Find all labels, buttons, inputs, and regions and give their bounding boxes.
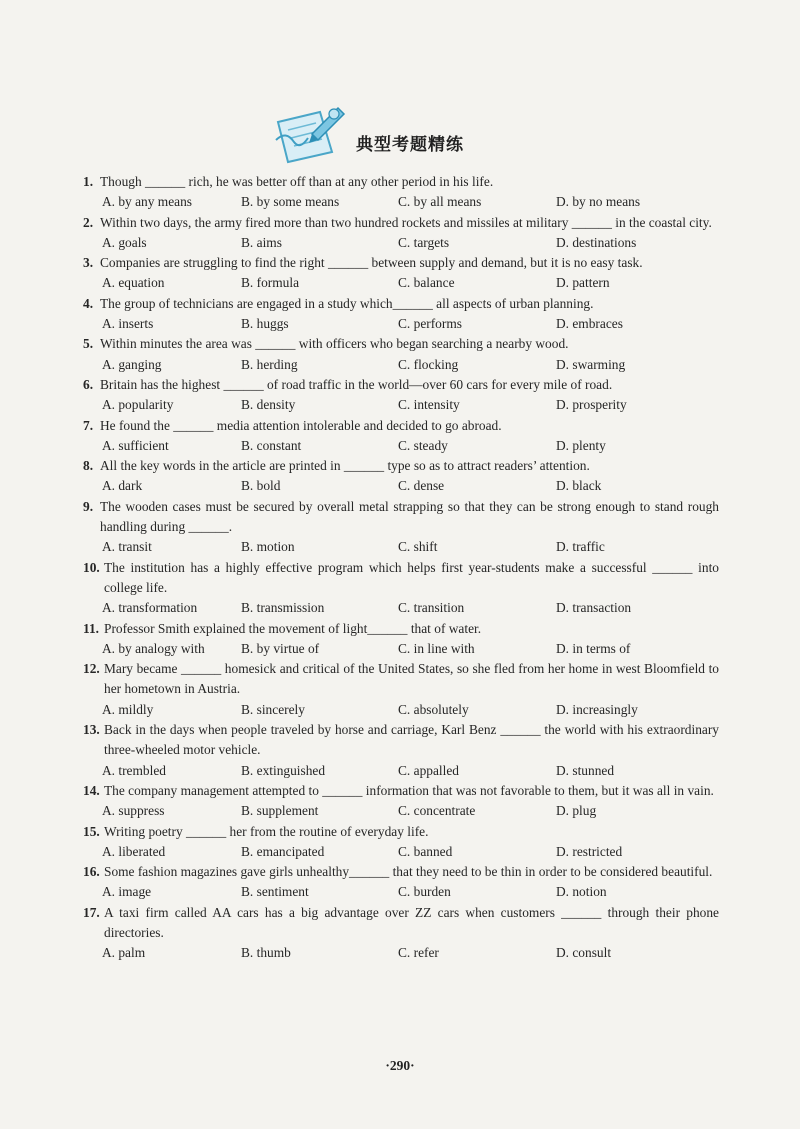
question-stem <box>83 456 719 476</box>
question-text: Professor Smith explained the movement of light______ that of water. <box>104 620 482 636</box>
question-text: The wooden cases must be secured by overall metal strapping so that they can be strong enough to stand rough handling during ______. <box>100 498 719 535</box>
answer-option[interactable]: B. density <box>241 397 296 413</box>
question-number: 2. <box>83 214 94 230</box>
answer-option[interactable]: A. by analogy with <box>102 640 205 656</box>
question-number: 3. <box>83 255 94 271</box>
question-item <box>83 822 719 863</box>
answer-options <box>83 761 719 781</box>
answer-option[interactable]: B. aims <box>241 234 282 250</box>
question-text: Within minutes the area was ______ with officers who began searching a nearby wood. <box>100 336 569 352</box>
answer-option[interactable]: C. balance <box>398 275 455 291</box>
answer-option[interactable]: B. thumb <box>241 945 291 961</box>
answer-option[interactable]: D. in terms of <box>556 640 631 656</box>
question-item <box>83 720 719 781</box>
question-number: 5. <box>83 336 94 352</box>
pencil-paper-icon <box>272 100 350 166</box>
answer-option[interactable]: D. embraces <box>556 316 623 332</box>
question-stem <box>83 416 719 436</box>
question-number: 10. <box>83 559 100 575</box>
answer-options <box>83 436 719 456</box>
question-number: 14. <box>83 782 100 798</box>
answer-option[interactable]: A. inserts <box>102 316 154 332</box>
question-item <box>83 558 719 619</box>
question-number: 1. <box>83 174 94 189</box>
answer-option[interactable]: D. pattern <box>556 275 610 291</box>
answer-option[interactable]: C. performs <box>398 316 462 332</box>
answer-options <box>83 355 719 375</box>
question-number: 7. <box>83 417 94 433</box>
answer-option[interactable]: A. ganging <box>102 356 162 372</box>
answer-option[interactable]: C. steady <box>398 437 448 453</box>
question-number: 8. <box>83 458 94 474</box>
question-item <box>83 253 719 294</box>
answer-options <box>83 192 719 212</box>
answer-option[interactable]: C. refer <box>398 945 439 961</box>
question-number: 9. <box>83 498 94 514</box>
answer-option[interactable]: C. intensity <box>398 397 460 413</box>
answer-options <box>83 943 719 963</box>
question-item <box>83 416 719 457</box>
question-text: Companies are struggling to find the right ______ between supply and demand, but it is no easy task. <box>100 255 643 271</box>
question-stem <box>83 497 719 538</box>
question-stem <box>83 659 719 700</box>
question-text: The institution has a highly effective program which helps first year-students make a successful ______ into college life. <box>104 559 719 595</box>
question-stem <box>83 294 719 314</box>
answer-option[interactable]: A. transformation <box>102 600 198 616</box>
question-stem <box>83 781 719 801</box>
question-text: The company management attempted to ______ information that was not favorable to them, but it was all in vain. <box>104 782 714 798</box>
answer-option[interactable]: D. destinations <box>556 234 637 250</box>
answer-option[interactable]: D. prosperity <box>556 397 627 413</box>
answer-options <box>83 639 719 659</box>
answer-option[interactable]: A. image <box>102 884 152 900</box>
question-item <box>83 903 719 964</box>
answer-option[interactable]: A. transit <box>102 539 152 555</box>
question-item <box>83 619 719 660</box>
answer-options <box>83 801 719 821</box>
answer-option[interactable]: A. popularity <box>102 397 174 413</box>
answer-option[interactable]: A. sufficient <box>102 437 169 453</box>
question-item <box>83 781 719 822</box>
answer-option[interactable]: B. motion <box>241 539 295 555</box>
answer-option[interactable]: A. equation <box>102 275 165 291</box>
question-number: 6. <box>83 376 94 392</box>
question-stem <box>83 172 719 192</box>
question-item <box>83 172 719 213</box>
answer-options <box>83 882 719 902</box>
question-text: A taxi firm called AA cars has a big advantage over ZZ cars when customers ______ through their phone directories. <box>104 904 719 940</box>
question-list <box>83 172 719 964</box>
question-number: 11. <box>83 620 99 636</box>
question-stem <box>83 720 719 761</box>
answer-option[interactable]: A. goals <box>102 234 147 250</box>
page-number: ·290· <box>385 1058 415 1073</box>
question-text: Though ______ rich, he was better off than at any other period in his life. <box>100 174 494 189</box>
answer-option[interactable]: B. by virtue of <box>241 640 320 656</box>
answer-option[interactable]: D. transaction <box>556 600 632 616</box>
question-stem <box>83 253 719 273</box>
answer-option[interactable]: B. constant <box>241 437 302 453</box>
answer-option[interactable]: D. notion <box>556 884 607 900</box>
answer-option[interactable]: D. black <box>556 478 602 494</box>
answer-options <box>83 537 719 557</box>
question-item <box>83 213 719 254</box>
question-item <box>83 334 719 375</box>
question-number: 13. <box>83 722 100 738</box>
question-item <box>83 294 719 335</box>
answer-option[interactable]: D. swarming <box>556 356 626 372</box>
question-number: 12. <box>83 661 100 677</box>
answer-option[interactable]: C. in line with <box>398 640 475 656</box>
answer-options <box>83 233 719 253</box>
answer-option[interactable]: B. huggs <box>241 316 289 332</box>
answer-option[interactable]: D. increasingly <box>556 701 638 717</box>
answer-option[interactable]: A. by any means <box>102 194 192 210</box>
question-number: 16. <box>83 864 100 880</box>
answer-option[interactable]: A. dark <box>102 478 143 494</box>
question-text: Within two days, the army fired more than two hundred rockets and missiles at military ______ in the coastal city. <box>100 214 712 230</box>
question-text: Some fashion magazines gave girls unhealthy______ that they need to be thin in order to be considered beautiful. <box>104 864 713 880</box>
answer-option[interactable]: B. extinguished <box>241 762 326 778</box>
answer-option[interactable]: A. suppress <box>102 803 165 819</box>
question-item <box>83 862 719 903</box>
answer-option[interactable]: C. transition <box>398 600 465 616</box>
question-stem <box>83 903 719 944</box>
answer-option[interactable]: C. appalled <box>398 762 459 778</box>
answer-option[interactable]: C. by all means <box>398 194 482 210</box>
question-text: He found the ______ media attention intolerable and decided to go abroad. <box>100 417 502 433</box>
answer-option[interactable]: C. concentrate <box>398 803 476 819</box>
question-number: 15. <box>83 823 100 839</box>
answer-option[interactable]: D. stunned <box>556 762 615 778</box>
question-item <box>83 497 719 558</box>
answer-option[interactable]: C. banned <box>398 843 453 859</box>
answer-option[interactable]: A. mildly <box>102 701 154 717</box>
answer-option[interactable]: D. plenty <box>556 437 606 453</box>
answer-option[interactable]: C. flocking <box>398 356 459 372</box>
answer-option[interactable]: C. targets <box>398 234 450 250</box>
answer-option[interactable]: B. transmission <box>241 600 325 616</box>
answer-option[interactable]: C. shift <box>398 539 438 555</box>
answer-option[interactable]: B. bold <box>241 478 281 494</box>
answer-option[interactable]: D. restricted <box>556 843 623 859</box>
question-number: 17. <box>83 904 100 920</box>
answer-options <box>83 314 719 334</box>
answer-options <box>83 598 719 618</box>
answer-option[interactable]: D. by no means <box>556 194 641 210</box>
answer-options <box>83 700 719 720</box>
answer-option[interactable]: D. traffic <box>556 539 605 555</box>
question-item <box>83 659 719 720</box>
question-stem <box>83 334 719 354</box>
answer-option[interactable]: A. trembled <box>102 762 166 778</box>
question-stem <box>83 375 719 395</box>
answer-option[interactable]: B. emancipated <box>241 843 325 859</box>
question-item <box>83 456 719 497</box>
question-text: The group of technicians are engaged in a study which______ all aspects of urban planning. <box>100 295 594 311</box>
question-stem <box>83 558 719 599</box>
answer-option[interactable]: C. absolutely <box>398 701 469 717</box>
answer-option[interactable]: A. liberated <box>102 843 166 859</box>
answer-option[interactable]: B. supplement <box>241 803 319 819</box>
section-header <box>272 100 532 170</box>
answer-option[interactable]: B. sincerely <box>241 701 305 717</box>
question-text: Mary became ______ homesick and critical of the United States, so she fled from her home in west Bloomfield to her hometown in Austria. <box>104 661 719 697</box>
section-title: 典型考题精练 <box>356 135 464 155</box>
question-text: All the key words in the article are printed in ______ type so as to attract readers’ attention. <box>100 458 590 474</box>
answer-option[interactable]: B. herding <box>241 356 298 372</box>
question-stem <box>83 619 719 639</box>
answer-options <box>83 476 719 496</box>
answer-options <box>83 842 719 862</box>
answer-option[interactable]: B. formula <box>241 275 300 291</box>
answer-option[interactable]: D. consult <box>556 945 612 961</box>
question-item <box>83 375 719 416</box>
question-text: Britain has the highest ______ of road traffic in the world—over 60 cars for every mile of road. <box>100 376 613 392</box>
question-stem <box>83 862 719 882</box>
question-stem <box>83 213 719 233</box>
answer-options <box>83 273 719 293</box>
question-text: Back in the days when people traveled by horse and carriage, Karl Benz ______ the world with his extraordinary three-wheeled motor vehicle. <box>104 722 719 758</box>
question-stem <box>83 822 719 842</box>
answer-option[interactable]: B. sentiment <box>241 884 309 900</box>
answer-option[interactable]: C. burden <box>398 884 451 900</box>
question-text: Writing poetry ______ her from the routine of everyday life. <box>104 823 429 839</box>
answer-options <box>83 395 719 415</box>
question-number: 4. <box>83 295 94 311</box>
answer-option[interactable]: B. by some means <box>241 194 340 210</box>
answer-option[interactable]: C. dense <box>398 478 445 494</box>
answer-option[interactable]: A. palm <box>102 945 146 961</box>
answer-option[interactable]: D. plug <box>556 803 597 819</box>
